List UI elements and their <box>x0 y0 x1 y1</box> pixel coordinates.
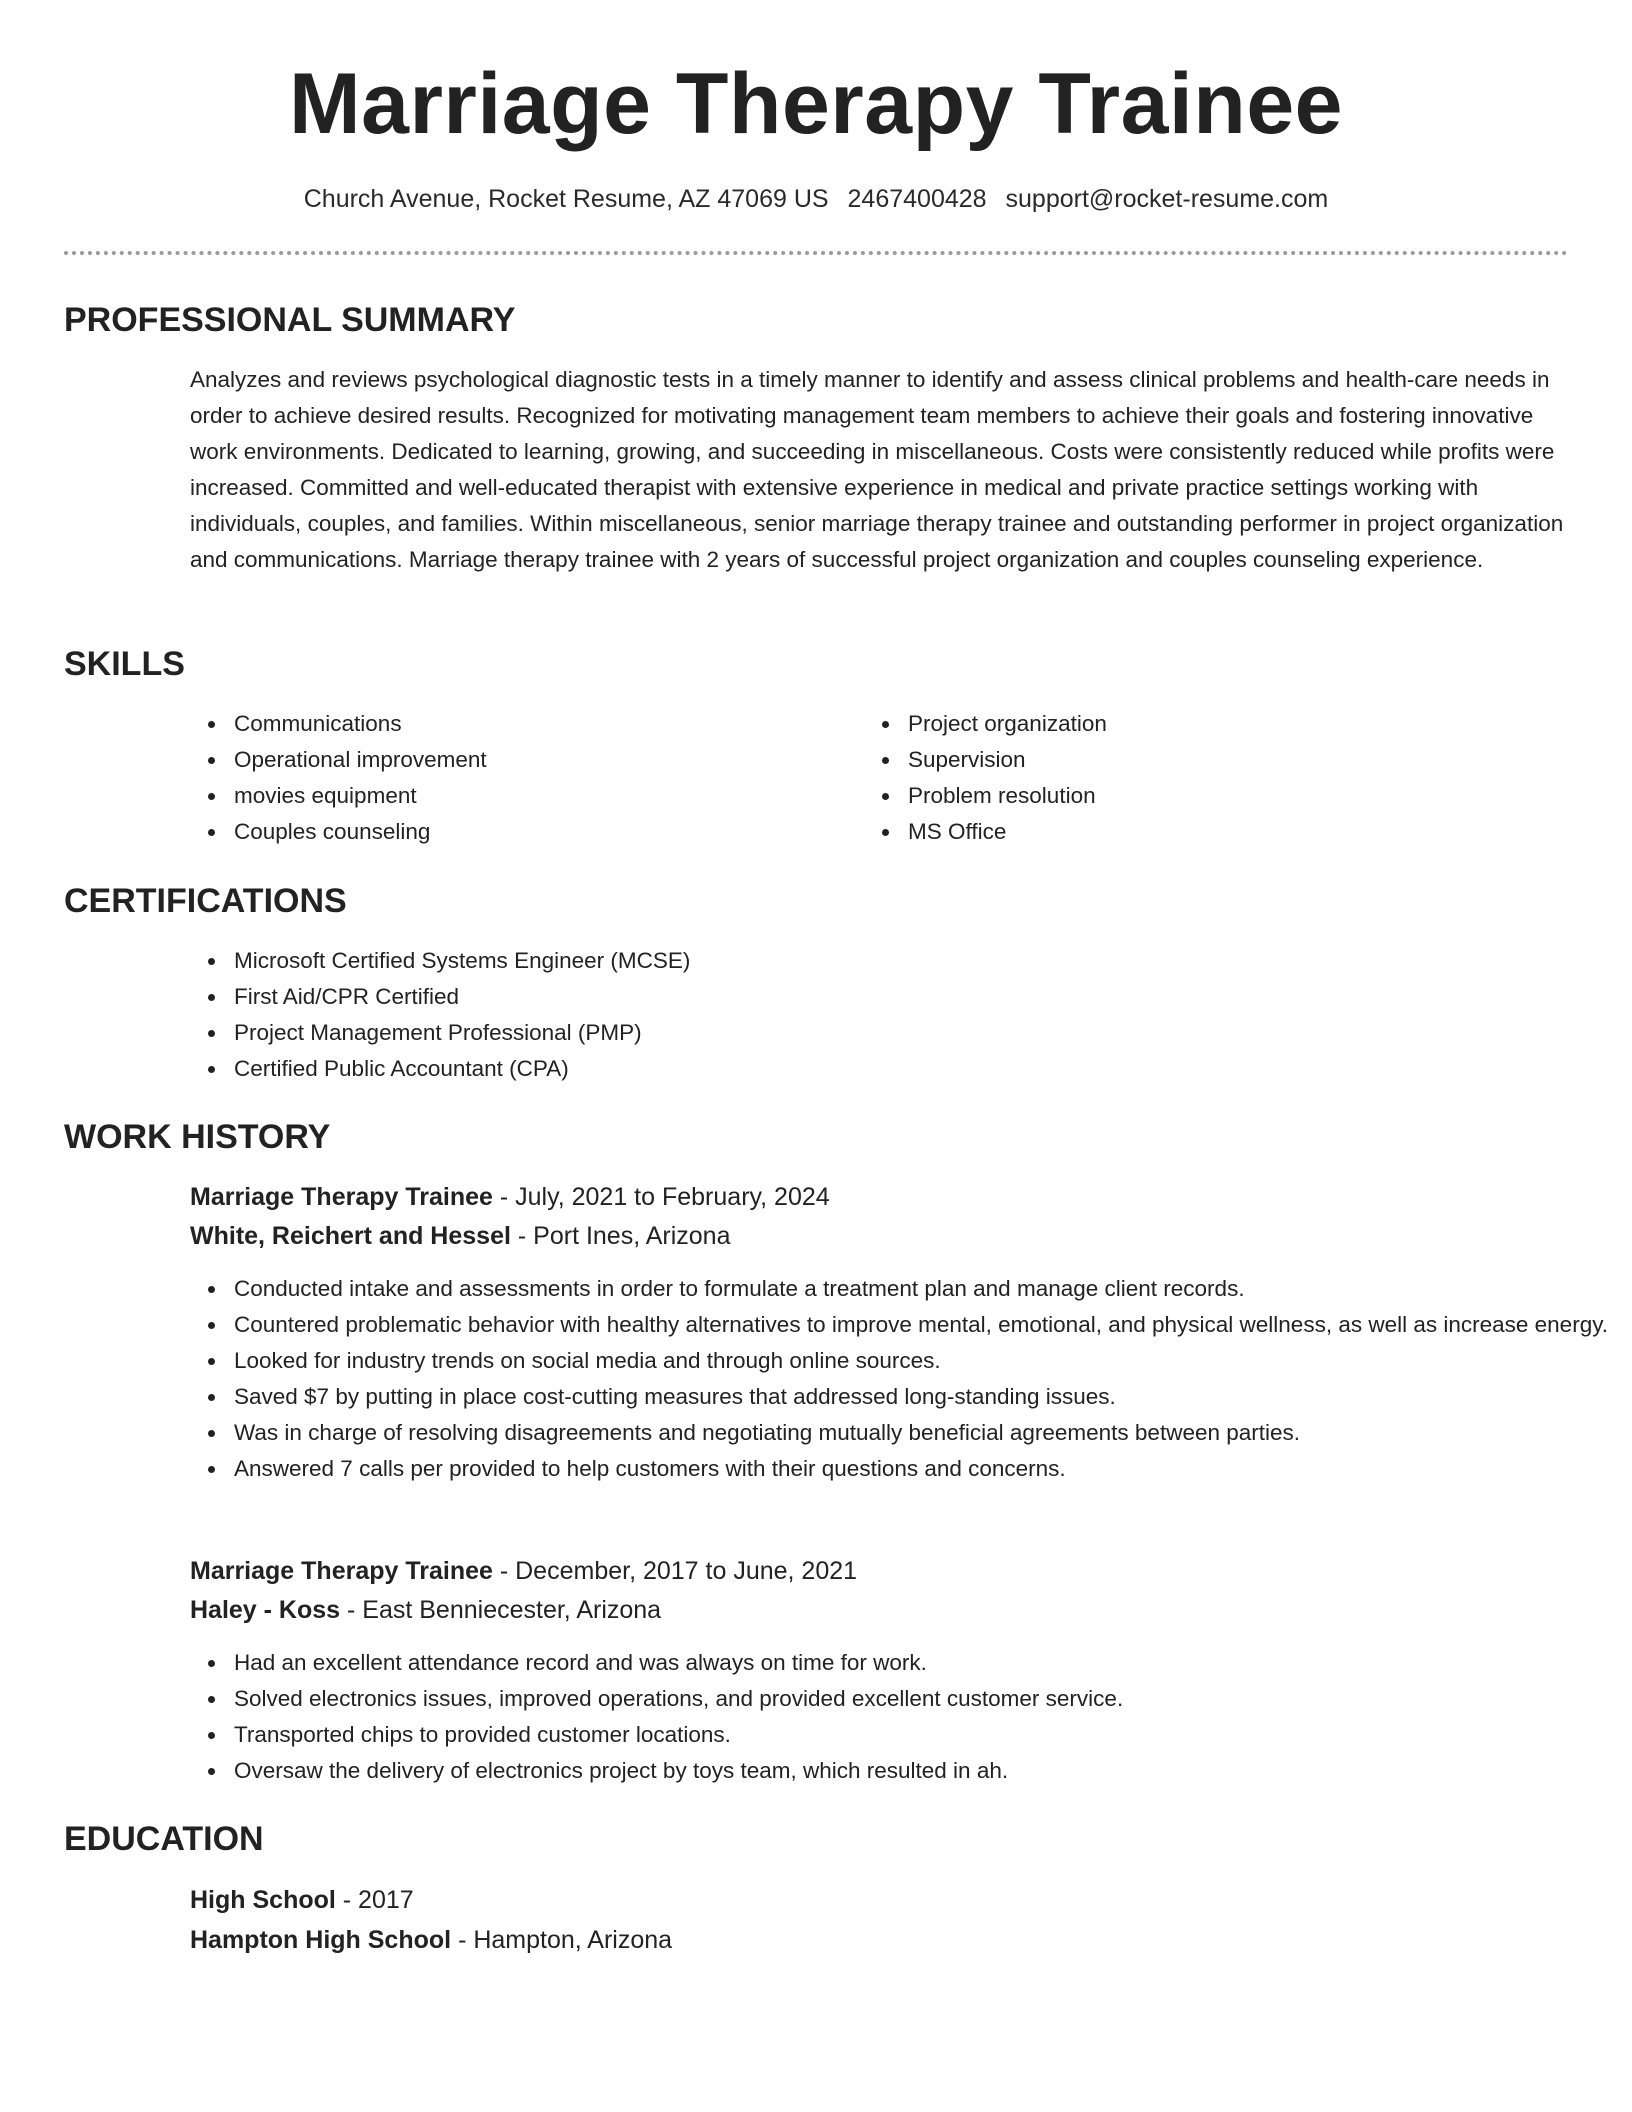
job-employer-line <box>190 1218 731 1254</box>
education-school: Hampton High School <box>190 1926 452 1954</box>
skill-item: Project organization <box>908 706 1508 742</box>
summary-heading: PROFESSIONAL SUMMARY <box>64 301 516 339</box>
job-bullet: Solved electronics issues, improved operations, and provided excellent customer service. <box>234 1681 1614 1717</box>
summary-text: Analyzes and reviews psychological diagnostic tests in a timely manner to identify and assess clinical problems and health-care needs in order to achieve desired results. Recognized for motivating management team members to achieve their goals and fostering innovative work environments. Dedicated to learning, growing, and succeeding in miscellaneous. Costs were consistently reduced while profits were increased. Committed and well-educated therapist with extensive experience in medical and private practice settings working with individuals, couples, and families. Within miscellaneous, senior marriage therapy trainee and outstanding performer in project organization and communications. Marriage therapy trainee with 2 years of successful project organization and couples counseling experience. <box>190 367 1564 572</box>
skills-heading: SKILLS <box>64 645 185 683</box>
skills-list-left <box>190 706 834 850</box>
skill-item: movies equipment <box>234 778 834 814</box>
job-bullets <box>190 1271 1614 1487</box>
job-location: - Port Ines, Arizona <box>517 1222 731 1250</box>
job-bullet: Answered 7 calls per provided to help customers with their questions and concerns. <box>234 1451 1614 1487</box>
resume-page <box>64 0 1609 1954</box>
education-degree-line <box>190 1882 414 1918</box>
education-year: - 2017 <box>342 1886 414 1914</box>
contact-address: Church Avenue, Rocket Resume, AZ 47069 US <box>303 185 829 213</box>
job-dates: - July, 2021 to February, 2024 <box>499 1183 830 1211</box>
job-employer-line <box>190 1592 661 1628</box>
certifications-heading: CERTIFICATIONS <box>64 882 347 920</box>
job-role: Marriage Therapy Trainee <box>190 1557 493 1585</box>
skill-item: MS Office <box>908 814 1508 850</box>
certification-item: Microsoft Certified Systems Engineer (MCSE) <box>234 943 1534 979</box>
work-history-heading: WORK HISTORY <box>64 1118 331 1156</box>
job-employer: White, Reichert and Hessel <box>190 1222 511 1250</box>
contact-line <box>64 182 1568 216</box>
job-bullet: Conducted intake and assessments in order to formulate a treatment plan and manage client records. <box>234 1271 1614 1307</box>
certification-item: Project Management Professional (PMP) <box>234 1015 1534 1051</box>
job-bullet: Oversaw the delivery of electronics project by toys team, which resulted in ah. <box>234 1753 1614 1789</box>
job-bullet: Saved $7 by putting in place cost-cutting measures that addressed long-standing issues. <box>234 1379 1614 1415</box>
job-bullets <box>190 1645 1614 1789</box>
job-role: Marriage Therapy Trainee <box>190 1183 493 1211</box>
skill-item: Couples counseling <box>234 814 834 850</box>
education-heading: EDUCATION <box>64 1820 264 1858</box>
job-dates: - December, 2017 to June, 2021 <box>499 1557 858 1585</box>
job-title-line <box>190 1179 830 1215</box>
contact-phone: 2467400428 <box>847 185 987 213</box>
job-bullet: Transported chips to provided customer locations. <box>234 1717 1614 1753</box>
contact-email: support@rocket-resume.com <box>1005 185 1329 213</box>
skills-list-right <box>864 706 1508 850</box>
certification-item: Certified Public Accountant (CPA) <box>234 1051 1534 1087</box>
job-bullet: Looked for industry trends on social media and through online sources. <box>234 1343 1614 1379</box>
job-employer: Haley - Koss <box>190 1596 341 1624</box>
header-divider <box>64 251 1568 255</box>
job-bullet: Was in charge of resolving disagreements and negotiating mutually beneficial agreements between parties. <box>234 1415 1614 1451</box>
job-location: - East Benniecester, Arizona <box>347 1596 662 1624</box>
candidate-name: Marriage Therapy Trainee <box>289 56 1343 152</box>
skill-item: Communications <box>234 706 834 742</box>
education-location: - Hampton, Arizona <box>458 1926 673 1954</box>
job-title-line <box>190 1553 857 1589</box>
certifications-list <box>190 943 1534 1087</box>
skill-item: Operational improvement <box>234 742 834 778</box>
skill-item: Problem resolution <box>908 778 1508 814</box>
job-bullet: Countered problematic behavior with healthy alternatives to improve mental, emotional, and physical wellness, as well as increase energy. <box>234 1307 1614 1343</box>
job-bullet: Had an excellent attendance record and was always on time for work. <box>234 1645 1614 1681</box>
certification-item: First Aid/CPR Certified <box>234 979 1534 1015</box>
education-school-line <box>190 1922 672 1958</box>
education-degree: High School <box>190 1886 336 1914</box>
skill-item: Supervision <box>908 742 1508 778</box>
